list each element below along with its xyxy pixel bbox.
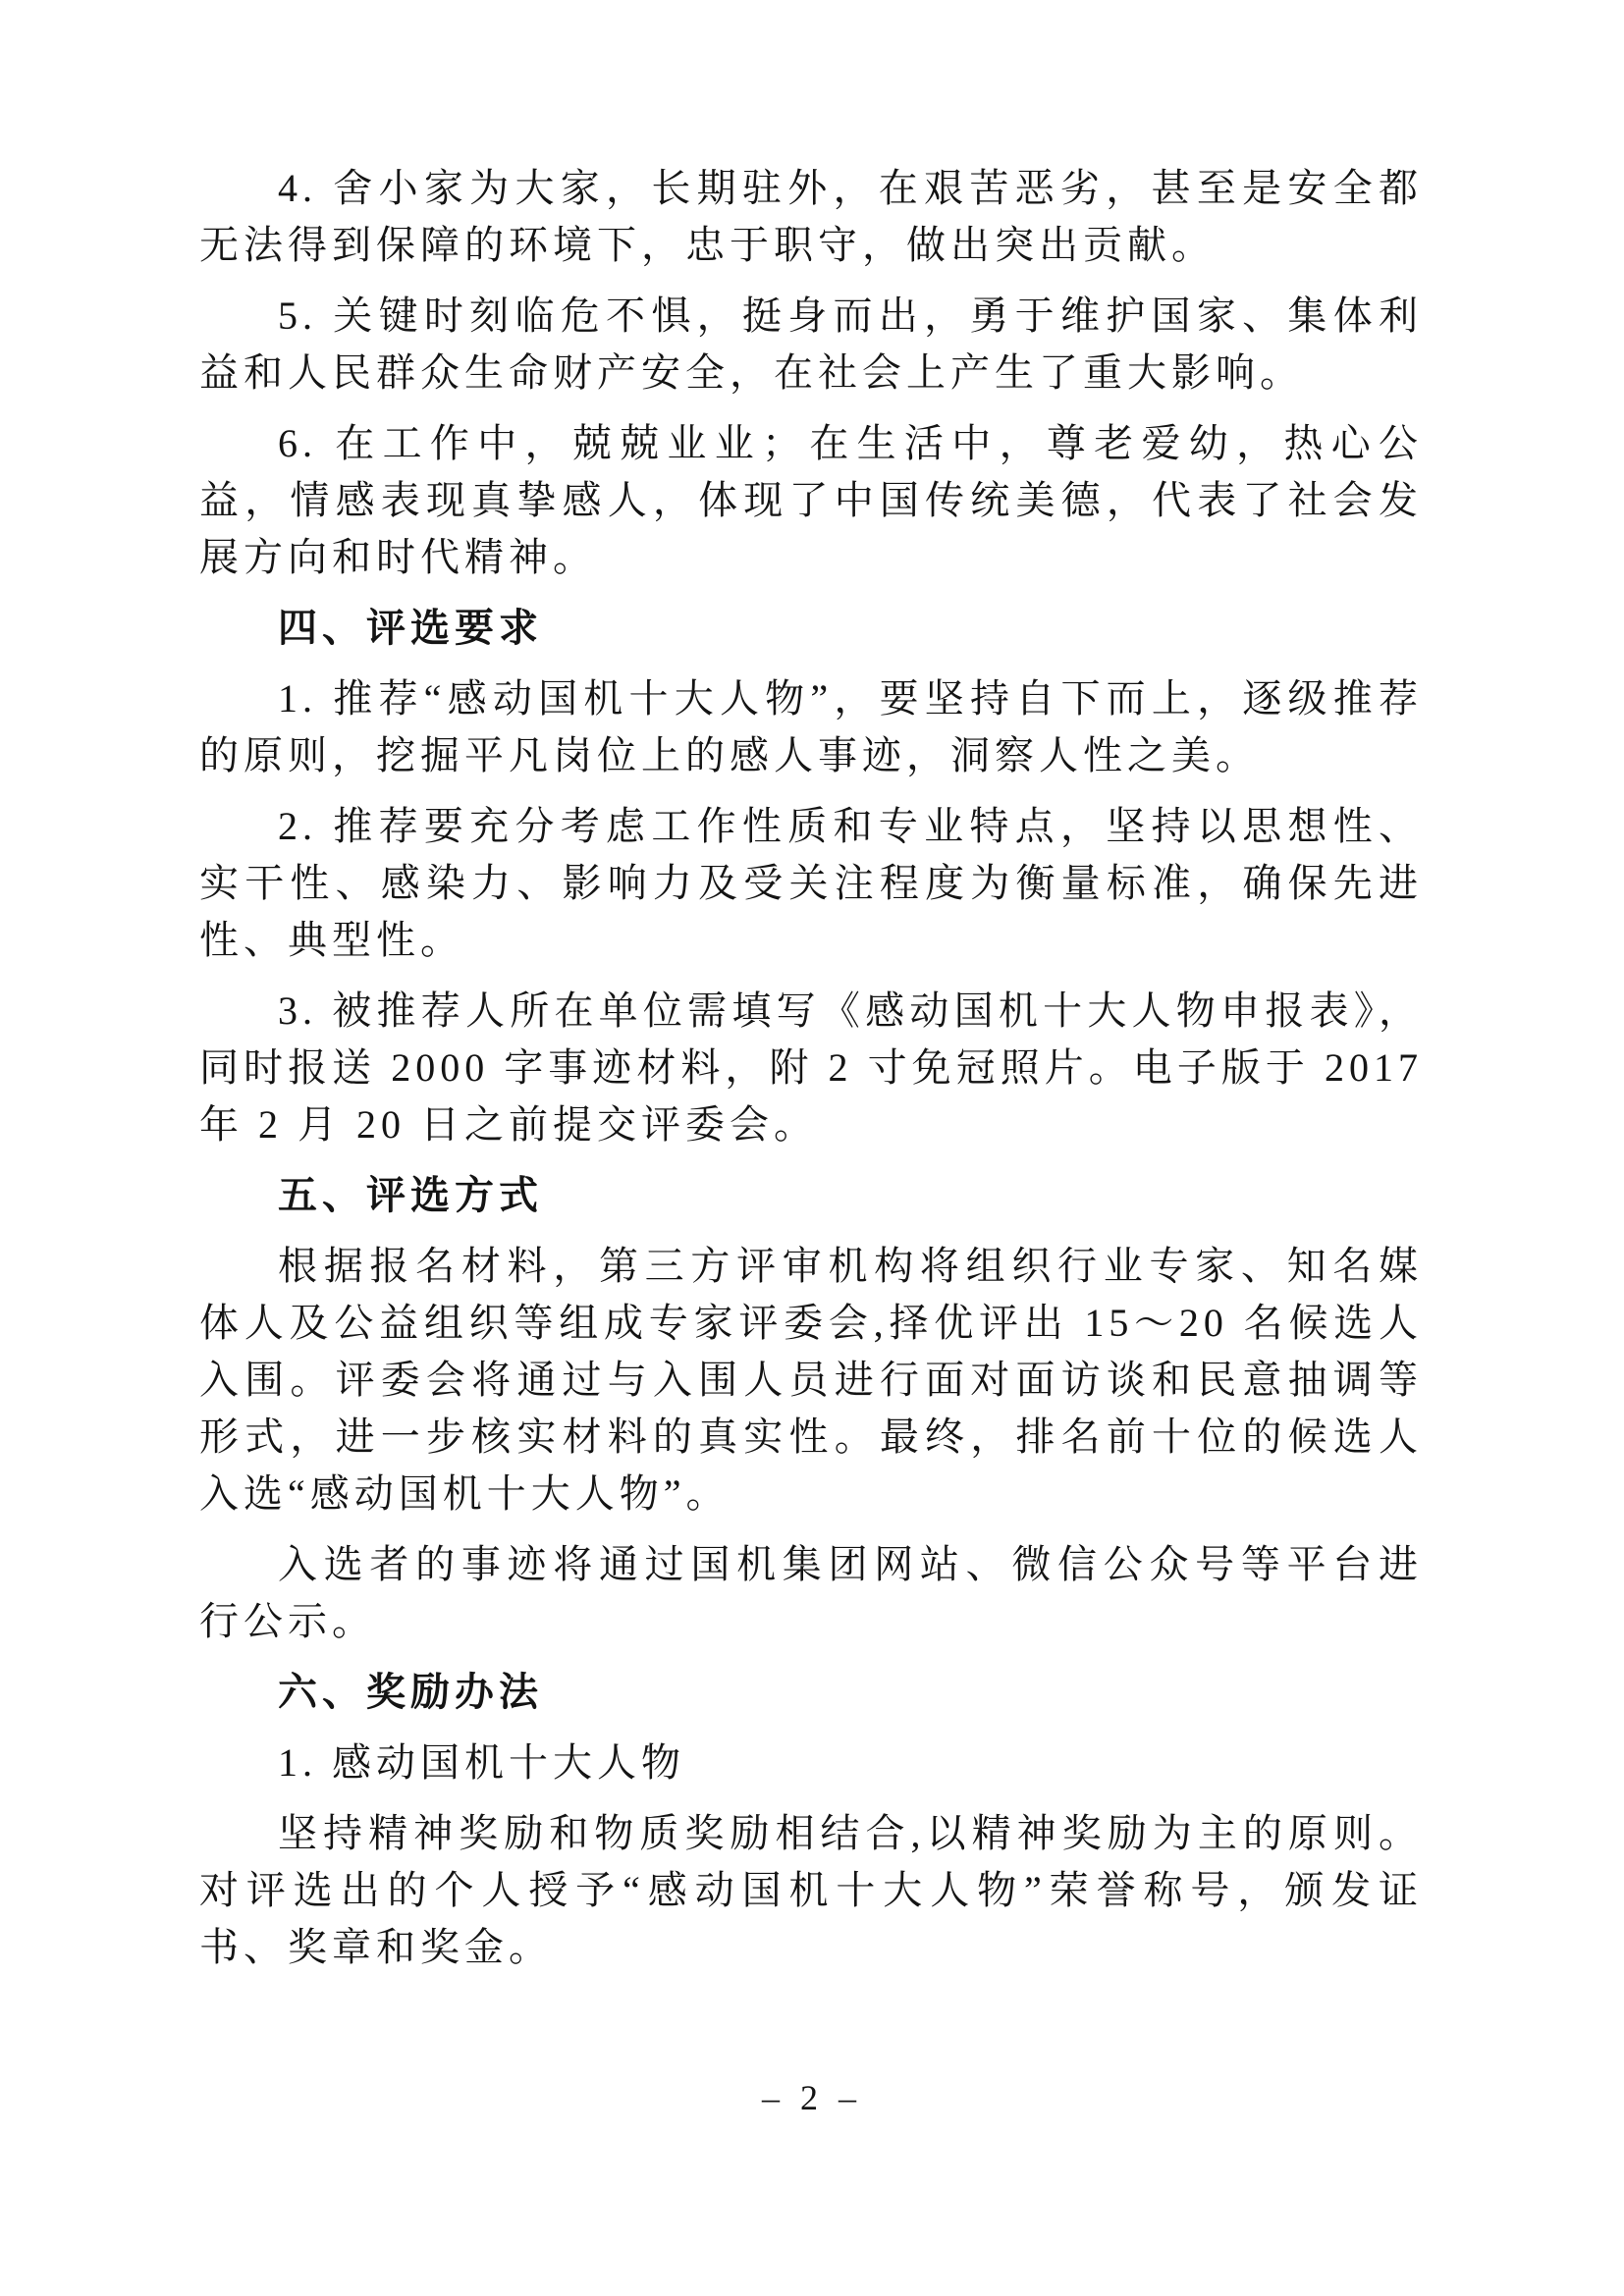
section-heading-selection-requirements: 四、评选要求 [278, 606, 543, 650]
document-body [199, 160, 1423, 1990]
section-heading-reward-measures: 六、奖励办法 [278, 1670, 543, 1714]
page-number: – 2 – [762, 2078, 862, 2117]
selection-method-paragraph: 根据报名材料，第三方评审机构将组织行业专家、知名媒体人及公益组织等组成专家评委会,择优评出 15～20 名候选人入围。评委会将通过与入围人员进行面对面访谈和民意抽调等形式，进一步核实材料的真实性。最终，排名前十位的候选人入选“感动国机十大人物”。 [199, 1244, 1423, 1516]
reward-description-paragraph: 坚持精神奖励和物质奖励相结合,以精神奖励为主的原则。对评选出的个人授予“感动国机十大人物”荣誉称号，颁发证书、奖章和奖金。 [199, 1811, 1423, 1969]
requirement-item-2: 2. 推荐要充分考虑工作性质和专业特点，坚持以思想性、实干性、感染力、影响力及受关注程度为衡量标准，确保先进性、典型性。 [199, 804, 1423, 962]
section-heading-selection-method: 五、评选方式 [278, 1173, 543, 1217]
numbered-item-5: 5. 关键时刻临危不惧，挺身而出，勇于维护国家、集体利益和人民群众生命财产安全，在社会上产生了重大影响。 [199, 294, 1423, 395]
numbered-item-4: 4. 舍小家为大家，长期驻外，在艰苦恶劣，甚至是安全都无法得到保障的环境下，忠于职守，做出突出贡献。 [199, 166, 1423, 267]
numbered-item-6: 6. 在工作中，兢兢业业；在生活中，尊老爱幼，热心公益，情感表现真挚感人，体现了中国传统美德，代表了社会发展方向和时代精神。 [199, 421, 1423, 579]
reward-subitem-1: 1. 感动国机十大人物 [278, 1740, 685, 1785]
publicity-paragraph: 入选者的事迹将通过国机集团网站、微信公众号等平台进行公示。 [199, 1542, 1423, 1643]
requirement-item-1: 1. 推荐“感动国机十大人物”，要坚持自下而上，逐级推荐的原则，挖掘平凡岗位上的感人事迹，洞察人性之美。 [199, 676, 1423, 777]
requirement-item-3: 3. 被推荐人所在单位需填写《感动国机十大人物申报表》，同时报送 2000 字事迹材料，附 2 寸免冠照片。电子版于 2017 年 2 月 20 日之前提交评委会。 [199, 988, 1423, 1147]
